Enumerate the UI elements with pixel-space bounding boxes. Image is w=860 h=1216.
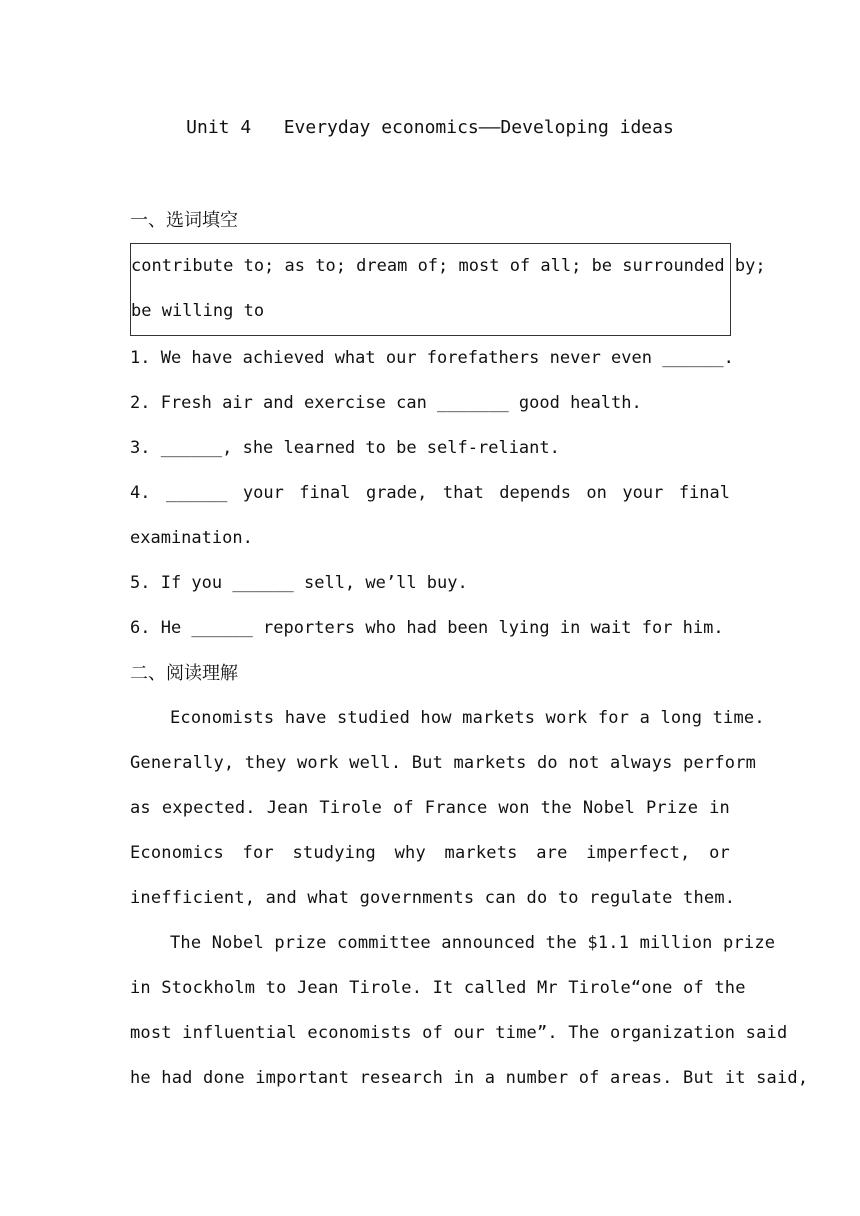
reading-paragraph-2 <box>130 921 809 1101</box>
paragraph-line: he had done important research in a number of areas. But it said, <box>130 1068 809 1088</box>
question-3: 3. ______, she learned to be self-reliant. <box>130 438 560 458</box>
section-heading-vocabulary: 一、选词填空 <box>130 210 238 231</box>
paragraph-line: most influential economists of our time”. The organization said <box>130 1023 788 1043</box>
question-4-continued: examination. <box>130 528 253 548</box>
paragraph-line: Economists have studied how markets work for a long time. <box>170 708 765 728</box>
document-title: Unit 4 Everyday economics——Developing ideas <box>186 117 674 138</box>
paragraph-line: in Stockholm to Jean Tirole. It called Mr Tirole“one of the <box>130 978 746 998</box>
paragraph-line: The Nobel prize committee announced the $1.1 million prize <box>170 933 776 953</box>
question-4: 4. ______ your final grade, that depends on your final <box>130 483 730 503</box>
question-6: 6. He ______ reporters who had been lying in wait for him. <box>130 618 724 638</box>
paragraph-line: inefficient, and what governments can do to regulate them. <box>130 888 736 908</box>
section-heading-reading: 二、阅读理解 <box>130 663 238 684</box>
paragraph-line: Generally, they work well. But markets do not always perform <box>130 753 757 773</box>
reading-paragraph-1 <box>130 696 765 921</box>
paragraph-line: as expected. Jean Tirole of France won the Nobel Prize in <box>130 798 730 818</box>
document-body <box>130 198 809 1101</box>
question-2: 2. Fresh air and exercise can _______ good health. <box>130 393 642 413</box>
word-bank-line: be willing to <box>131 301 265 321</box>
word-bank-line: contribute to; as to; dream of; most of all; be surrounded by; <box>131 256 766 276</box>
question-5: 5. If you ______ sell, we’ll buy. <box>130 573 468 593</box>
question-1: 1. We have achieved what our forefathers never even ______. <box>130 348 734 368</box>
paragraph-line: Economics for studying why markets are imperfect, or <box>130 843 730 863</box>
word-bank-box <box>130 243 766 336</box>
